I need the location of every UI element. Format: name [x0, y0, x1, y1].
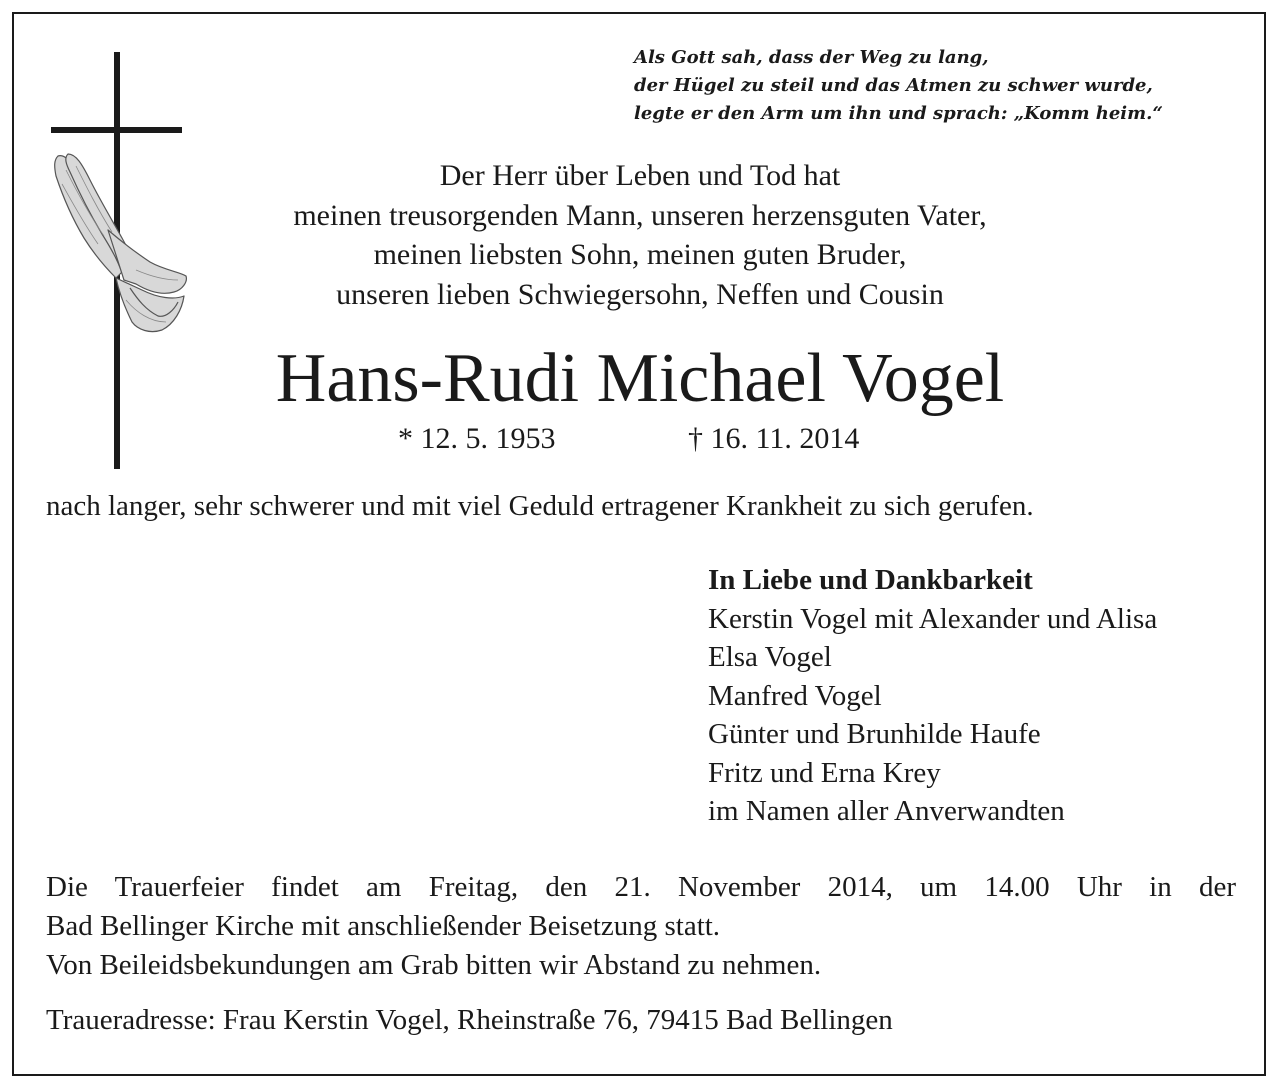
quote-block [634, 44, 1264, 128]
signer-name: im Namen aller Anverwandten [708, 795, 1065, 827]
signer-name: Fritz und Erna Krey [708, 756, 941, 789]
signer-name: Günter und Brunhilde Haufe [708, 718, 1041, 750]
birth-date: * 12. 5. 1953 [398, 422, 556, 455]
quote-line: der Hügel zu steil und das Atmen zu schwer wurde, [634, 75, 1153, 96]
signers-block [708, 561, 1157, 831]
signer-name: Manfred Vogel [708, 679, 882, 712]
funeral-line: Die Trauerfeier findet am Freitag, den 21. November 2014, um 14.00 Uhr in der [46, 871, 1236, 903]
intro-line: unseren lieben Schwiegersohn, Neffen und Cousin [336, 277, 944, 311]
funeral-info [46, 868, 1236, 985]
signers-heading: In Liebe und Dankbarkeit [708, 564, 1033, 596]
funeral-line: Von Beileidsbekundungen am Grab bitten wir Abstand zu nehmen. [46, 949, 822, 981]
intro-line: Der Herr über Leben und Tod hat [439, 159, 841, 192]
death-date: † 16. 11. 2014 [688, 422, 860, 455]
signer-name: Kerstin Vogel mit Alexander und Alisa [708, 602, 1158, 635]
deceased-name: Hans-Rudi Michael Vogel [275, 340, 1005, 417]
funeral-line: Bad Bellinger Kirche mit anschließender Beisetzung statt. [46, 910, 721, 942]
called-home-text: nach langer, sehr schwerer und mit viel Geduld ertragener Krankheit zu sich gerufen. [46, 490, 1034, 522]
praying-hands-icon [46, 150, 188, 335]
mourning-address: Traueradresse: Frau Kerstin Vogel, Rheinstraße 76, 79415 Bad Bellingen [46, 1004, 893, 1036]
intro-text [200, 156, 1080, 314]
intro-line: meinen treusorgenden Mann, unseren herzensguten Vater, [293, 198, 987, 232]
quote-line: Als Gott sah, dass der Weg zu lang, [634, 47, 989, 68]
cross-horizontal-bar [51, 127, 182, 133]
signer-name: Elsa Vogel [708, 641, 832, 673]
intro-line: meinen liebsten Sohn, meinen guten Bruder, [373, 238, 907, 271]
quote-line: legte er den Arm um ihn und sprach: „Komm heim.“ [634, 103, 1163, 124]
